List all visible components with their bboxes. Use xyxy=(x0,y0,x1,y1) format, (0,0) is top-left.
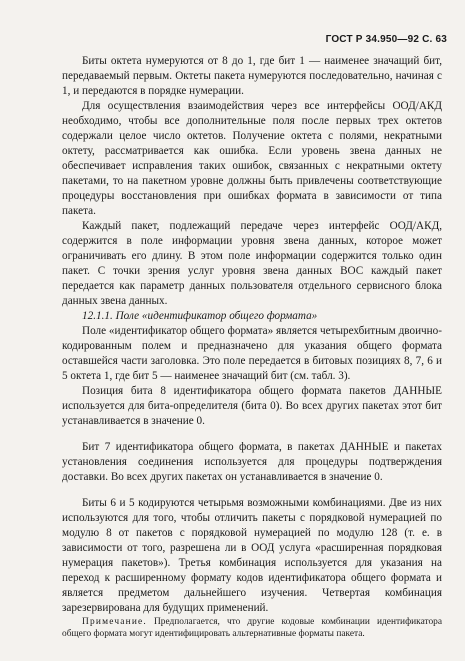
paragraph-bits-6-5: Биты 6 и 5 кодируются четырьмя возможными комбинациями. Две из них используются для того, чтобы отличить пакеты с порядковой нумерацией по модулю 8 от пакетов с порядковой нумерацией по модулю 128 (т. е. в зависимости от того, разрешена ли в ООД услуга «расширенная порядковая нумерация пакетов»). Третья комбинация используется для указания на переход к расширенному формату кодов идентификатора общего формата и является предметом дальнейшего изучения. Четвертая комбинация зарезервирована для будущих применений. xyxy=(62,497,442,614)
paragraph-octet-fields: Для осуществления взаимодействия через все интерфейсы ООД/АКД необходимо, чтобы все дополнительные поля после первых трех октетов содержали целое число октетов. Получение октета с полями, некратными октету, рассматривается как ошибка. Если уровень звена данных не обеспечивает исправления таких ошибок, связанных с некратными октету пакетами, то на пакетном уровне должны быть привлечены соответствующие процедуры восстановления при ошибках формата в зависимости от типа пакета. xyxy=(62,100,442,217)
paragraph-bit-7: Бит 7 идентификатора общего формата, в пакетах ДАННЫЕ и пакетах установления соединения используется для процедуры подтверждения доставки. Во всех других пакетах он устанавливается в значение 0. xyxy=(62,441,442,483)
paragraph-packet-info-field: Каждый пакет, подлежащий передаче через интерфейс ООД/АКД, содержится в поле информации уровня звена данных, которое может ограничивать его длину. В этом поле информации содержится только один пакет. С точки зрения услуг уровня звена данных ВОС каждый пакет передается как параметр данных пользователя отдельного сервисного блока данных звена данных. xyxy=(62,220,442,307)
note-label: Примечание. xyxy=(82,617,147,627)
note-text: Предполагается, что другие кодовые комбинации идентификатора общего формата могут идентифицировать альтернативные форматы пакета. xyxy=(62,617,443,639)
note xyxy=(62,616,442,640)
paragraph-octet-numbering: Биты октета нумеруются от 8 до 1, где бит 1 — наименее значащий бит, передаваемый первым. Октеты пакета нумеруются последовательно, начиная с 1, и передаются в порядке нумерации. xyxy=(62,55,442,97)
paragraph-bit-8: Позиция бита 8 идентификатора общего формата пакетов ДАННЫЕ используется для бита-определителя (бита 0). Во всех других пакетах этот бит устанавливается в значение 0. xyxy=(62,385,442,427)
page-header: ГОСТ Р 34.950—92 С. 63 xyxy=(325,34,447,45)
section-subheading: 12.1.1. Поле «идентификатор общего формата» xyxy=(82,310,318,322)
paragraph-format-identifier: Поле «идентификатор общего формата» является четырехбитным двоично-кодированным полем и предназначено для указания общего формата оставшейся части заголовка. Это поле передается в битовых позициях 8, 7, 6 и 5 октета 1, где бит 5 — наименее значащий бит (см. табл. 3). xyxy=(62,325,442,382)
body-text xyxy=(62,54,442,640)
